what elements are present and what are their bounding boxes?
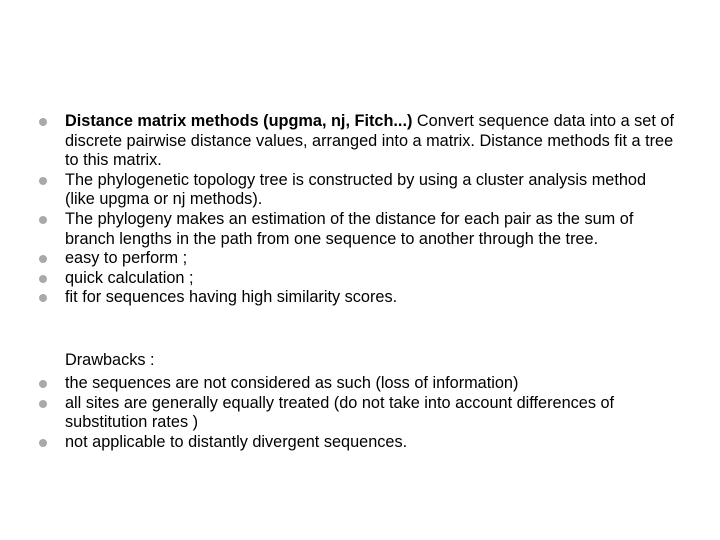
drawbacks-heading: Drawbacks : bbox=[65, 351, 155, 369]
bullet-dot-icon bbox=[39, 216, 47, 224]
item-text: all sites are generally equally treated (do not take into account differences of substitution rates ) bbox=[65, 393, 615, 432]
item-text: The phylogenetic topology tree is constructed by using a cluster analysis method (like upgma or nj methods). bbox=[65, 170, 647, 209]
item-text: the sequences are not considered as such (loss of information) bbox=[65, 374, 519, 392]
bullet-dot-icon bbox=[39, 275, 47, 283]
list-item bbox=[37, 210, 677, 249]
list-item bbox=[37, 288, 677, 308]
list-item bbox=[37, 112, 677, 171]
item-text: The phylogeny makes an estimation of the distance for each pair as the sum of branch lengths in the path from one sequence to another through the tree. bbox=[65, 209, 634, 248]
drawbacks-list bbox=[37, 374, 677, 452]
bullet-dot-icon bbox=[39, 380, 47, 388]
list-item bbox=[37, 171, 677, 210]
item-text: easy to perform ; bbox=[65, 249, 188, 268]
advantages-list bbox=[37, 112, 677, 308]
bullet-dot-icon bbox=[39, 294, 47, 302]
item-text: Convert sequence data into a set of discrete pairwise distance values, arranged into a matrix. Distance methods fit a tree to this matrix. bbox=[65, 112, 674, 170]
list-item bbox=[37, 394, 677, 433]
item-text: quick calculation ; bbox=[65, 268, 194, 287]
list-item bbox=[37, 374, 677, 394]
list-item bbox=[37, 433, 677, 453]
bullet-dot-icon bbox=[39, 400, 47, 408]
list-item bbox=[37, 269, 677, 289]
item-text: not applicable to distantly divergent sequences. bbox=[65, 432, 408, 451]
bullet-dot-icon bbox=[39, 439, 47, 447]
bullet-dot-icon bbox=[39, 255, 47, 263]
list-item bbox=[37, 249, 677, 269]
bullet-dot-icon bbox=[39, 118, 47, 126]
item-text: fit for sequences having high similarity scores. bbox=[65, 288, 398, 307]
item-bold-text: Distance matrix methods (upgma, nj, Fitch...) bbox=[65, 112, 413, 130]
bullet-dot-icon bbox=[39, 177, 47, 185]
